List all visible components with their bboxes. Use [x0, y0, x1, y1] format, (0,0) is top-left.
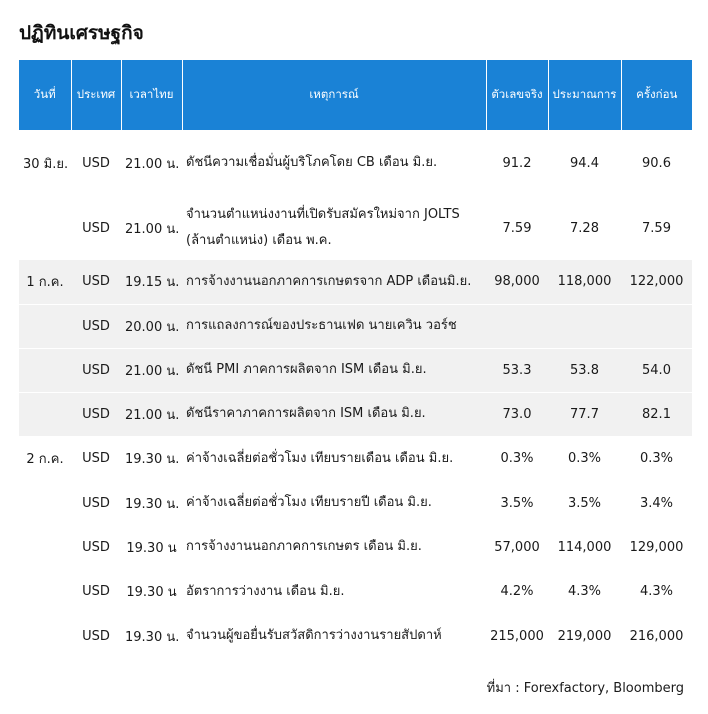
header-currency: ประเทศ [71, 60, 121, 130]
cell-forecast: 94.4 [570, 155, 599, 171]
cell-currency: USD [82, 628, 110, 644]
cell-time: 21.00 น. [121, 392, 182, 436]
cell-time: 20.00 น. [121, 304, 182, 348]
cell-date [19, 348, 71, 392]
cell-currency: USD [82, 451, 110, 466]
cell-actual: 53.3 [486, 348, 548, 392]
cell-date [19, 196, 71, 260]
cell-forecast: 118,000 [548, 260, 621, 304]
source-note: ที่มา : Forexfactory, Bloomberg [486, 681, 684, 696]
table-row [19, 525, 692, 569]
cell-event: ค่าจ้างเฉลี่ยต่อชั่วโมง เทียบรายเดือน เดือน มิ.ย. [186, 450, 454, 466]
cell-currency: USD [71, 348, 121, 392]
cell-actual: 98,000 [486, 260, 548, 304]
cell-actual: 215,000 [490, 628, 544, 644]
header-previous: ครั้งก่อน [621, 60, 692, 130]
cell-previous: 129,000 [629, 539, 684, 555]
cell-event: ดัชนีความเชื่อมั่นผู้บริโภคโดย CB เดือน มิ.ย. [186, 155, 438, 170]
cell-event: ค่าจ้างเฉลี่ยต่อชั่วโมง เทียบรายปี เดือน มิ.ย. [186, 495, 432, 510]
cell-time: 21.00 น. [125, 221, 180, 237]
cell-actual: 4.2% [500, 584, 534, 599]
cell-date [19, 392, 71, 436]
cell-previous: 4.3% [639, 584, 674, 599]
cell-forecast: 3.5% [567, 495, 602, 511]
table-row [19, 348, 692, 392]
table-row [19, 569, 692, 614]
cell-previous: 54.0 [621, 348, 692, 392]
table-row [19, 481, 692, 525]
cell-actual: 91.2 [502, 155, 532, 171]
cell-event: การจ้างงานนอกภาคการเกษตรจาก ADP เดือนมิ.ย. [182, 260, 486, 304]
cell-time: 19.30 น [126, 540, 177, 556]
cell-forecast: 77.7 [548, 392, 621, 436]
cell-actual: 7.59 [502, 220, 532, 236]
cell-date [19, 525, 71, 569]
table-row [19, 196, 692, 260]
cell-time: 19.30 น [126, 585, 177, 600]
cell-time: 19.30 น. [125, 629, 180, 645]
cell-forecast: 219,000 [557, 628, 612, 644]
table-row [19, 260, 692, 304]
cell-event: ดัชนีราคาภาคการผลิตจาก ISM เดือน มิ.ย. [182, 392, 486, 436]
table-row [19, 436, 692, 481]
economic-calendar-table [19, 60, 692, 658]
table-row [19, 614, 692, 658]
cell-date: 2 ก.ค. [26, 452, 64, 467]
cell-time: 19.15 น. [121, 260, 182, 304]
cell-actual: 3.5% [500, 495, 534, 511]
cell-event: การจ้างงานนอกภาคการเกษตร เดือน มิ.ย. [186, 539, 422, 554]
cell-date [19, 614, 71, 658]
cell-currency: USD [71, 392, 121, 436]
cell-currency: USD [82, 220, 110, 236]
cell-currency: USD [82, 539, 110, 555]
cell-event: จำนวนตำแหน่งงานที่เปิดรับสมัครใหม่จาก JOLTS (ล้านตำแหน่ง) เดือน พ.ค. [186, 207, 460, 248]
cell-actual: 73.0 [486, 392, 548, 436]
cell-forecast: 53.8 [548, 348, 621, 392]
table-header-row [19, 60, 692, 130]
header-actual: ตัวเลขจริง [486, 60, 548, 130]
header-event: เหตุการณ์ [182, 60, 486, 130]
cell-currency: USD [82, 155, 110, 171]
cell-previous: 216,000 [629, 628, 684, 644]
cell-actual [486, 304, 548, 348]
cell-date: 30 มิ.ย. [23, 156, 69, 172]
table-row [19, 304, 692, 348]
cell-previous: 7.59 [642, 220, 671, 236]
cell-event: อัตราการว่างงาน เดือน มิ.ย. [186, 583, 345, 599]
cell-event: ดัชนี PMI ภาคการผลิตจาก ISM เดือน มิ.ย. [182, 348, 486, 392]
cell-previous: 0.3% [639, 451, 674, 466]
header-forecast: ประมาณการ [548, 60, 621, 130]
cell-time: 21.00 น. [121, 348, 182, 392]
cell-forecast: 114,000 [557, 539, 612, 555]
cell-forecast: 0.3% [567, 451, 602, 466]
cell-time: 21.00 น. [125, 156, 180, 172]
cell-currency: USD [71, 304, 121, 348]
header-date: วันที่ [19, 60, 71, 130]
cell-actual: 57,000 [494, 539, 540, 555]
cell-time: 19.30 น. [125, 496, 180, 512]
cell-currency: USD [82, 584, 110, 599]
cell-forecast: 4.3% [567, 584, 602, 599]
cell-previous: 3.4% [639, 495, 674, 511]
header-time: เวลาไทย [121, 60, 182, 130]
cell-date [19, 304, 71, 348]
page-title: ปฏิทินเศรษฐกิจ [19, 22, 144, 44]
cell-date: 1 ก.ค. [19, 260, 71, 304]
table-row [19, 392, 692, 436]
cell-event: จำนวนผู้ขอยื่นรับสวัสดิการว่างงานรายสัปดาห์ [186, 628, 442, 643]
cell-previous: 122,000 [621, 260, 692, 304]
cell-date [19, 481, 71, 525]
cell-currency: USD [71, 260, 121, 304]
cell-previous: 82.1 [621, 392, 692, 436]
cell-currency: USD [82, 495, 110, 511]
cell-forecast: 7.28 [570, 220, 599, 236]
cell-time: 19.30 น. [125, 452, 180, 467]
cell-date [19, 569, 71, 614]
cell-event: การแถลงการณ์ของประธานเฟด นายเควิน วอร์ช [182, 304, 486, 348]
cell-forecast [548, 304, 621, 348]
cell-actual: 0.3% [500, 451, 534, 466]
table-row [19, 130, 692, 196]
cell-previous [621, 304, 692, 348]
cell-previous: 90.6 [642, 155, 671, 171]
